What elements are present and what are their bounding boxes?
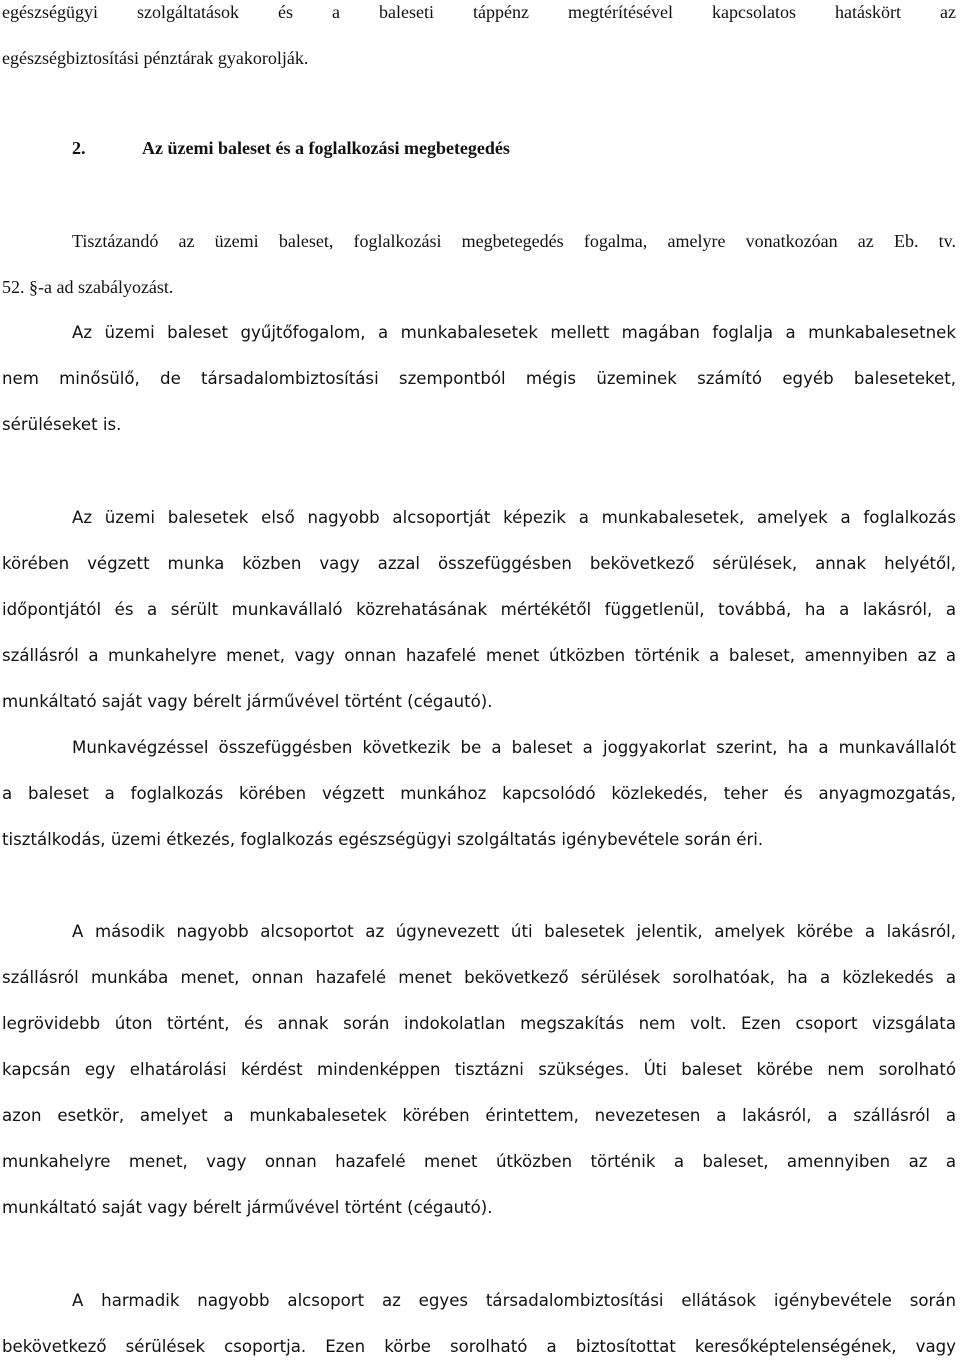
para6-line-1: A harmadik nagyobb alcsoport az egyes társadalombiztosítási ellátások igénybevétele során <box>72 1291 956 1310</box>
para3-line-5: munkáltató saját vagy bérelt járművével történt (cégautó). <box>2 692 493 711</box>
para3-line-1: Az üzemi balesetek első nagyobb alcsoportját képezik a munkabalesetek, amelyek a foglalkozás <box>72 508 956 527</box>
para4-line-2: a baleset a foglalkozás körében végzett munkához kapcsolódó közlekedés, teher és anyagmozgatás, <box>2 784 956 803</box>
section-number: 2. <box>72 138 86 158</box>
intro-line-1: egészségügyi szolgáltatások és a baleseti táppénz megtérítésével kapcsolatos hatáskört az <box>2 2 956 22</box>
section-heading <box>72 136 510 160</box>
para4-line-1: Munkavégzéssel összefüggésben következik be a baleset a joggyakorlat szerint, ha a munkavállalót <box>72 738 956 757</box>
intro-line-2: egészségbiztosítási pénztárak gyakorolják. <box>2 48 309 68</box>
para1-line-2: 52. §-a ad szabályozást. <box>2 277 174 297</box>
para4-line-3: tisztálkodás, üzemi étkezés, foglalkozás egészségügyi szolgáltatás igénybevétele során éri. <box>2 830 764 849</box>
para5-line-3: legrövidebb úton történt, és annak során indokolatlan megszakítás nem volt. Ezen csoport vizsgálata <box>2 1014 956 1033</box>
para1-line-1: Tisztázandó az üzemi baleset, foglalkozási megbetegedés fogalma, amelyre vonatkozóan az Eb. tv. <box>72 231 956 251</box>
para5-line-5: azon esetkör, amelyet a munkabalesetek körében érintettem, nevezetesen a lakásról, a szállásról a <box>2 1106 956 1125</box>
para2-line-3: sérüléseket is. <box>2 415 122 434</box>
section-title: Az üzemi baleset és a foglalkozási megbetegedés <box>142 138 510 158</box>
para5-line-1: A második nagyobb alcsoportot az úgynevezett úti balesetek jelentik, amelyek körébe a lakásról, <box>72 922 956 941</box>
para2-line-2: nem minősülő, de társadalombiztosítási szempontból mégis üzeminek számító egyéb baleseteket, <box>2 369 956 388</box>
para6-line-2: bekövetkező sérülések csoportja. Ezen körbe sorolható a biztosítottat keresőképtelenségének, vagy <box>2 1337 956 1356</box>
para5-line-2: szállásról munkába menet, onnan hazafelé menet bekövetkező sérülések sorolhatóak, ha a közlekedés a <box>2 968 956 987</box>
para5-line-4: kapcsán egy elhatárolási kérdést mindenképpen tisztázni szükséges. Úti baleset körébe nem sorolható <box>2 1060 956 1079</box>
para3-line-2: körében végzett munka közben vagy azzal összefüggésben bekövetkező sérülések, annak helyétől, <box>2 554 956 573</box>
para5-line-7: munkáltató saját vagy bérelt járművével történt (cégautó). <box>2 1198 493 1217</box>
para3-line-4: szállásról a munkahelyre menet, vagy onnan hazafelé menet útközben történik a baleset, amennyiben az a <box>2 646 956 665</box>
para3-line-3: időpontjától és a sérült munkavállaló közrehatásának mértékétől függetlenül, továbbá, ha a lakásról, a <box>2 600 956 619</box>
para5-line-6: munkahelyre menet, vagy onnan hazafelé menet útközben történik a baleset, amennyiben az a <box>2 1152 956 1171</box>
para2-line-1: Az üzemi baleset gyűjtőfogalom, a munkabalesetek mellett magában foglalja a munkabalesetnek <box>72 323 956 342</box>
